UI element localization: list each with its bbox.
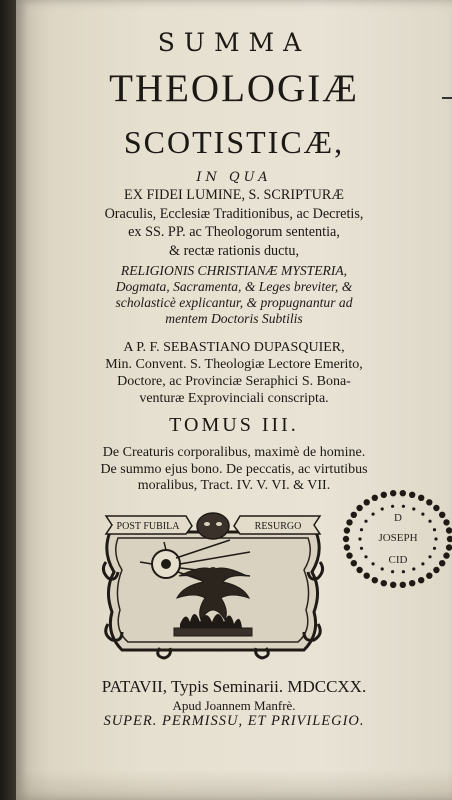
contents-line: De summo ejus bono. De peccatis, ac virtutibus	[100, 461, 368, 477]
stamp-dot	[346, 519, 352, 525]
stamp-dot	[364, 573, 370, 579]
author-line: A P. F. SEBASTIANO DUPASQUIER,	[123, 340, 345, 355]
subtitle-line: & rectæ rationis ductu,	[168, 242, 300, 259]
stamp-dot	[446, 527, 452, 533]
contents-line: De Creaturis corporalibus, maximè de homine.	[102, 445, 366, 460]
phoenix-fleuron-ornament	[100, 512, 326, 660]
mysteria-block	[16, 263, 452, 327]
stamp-dot	[351, 560, 357, 566]
stamp-text-line3: CID	[388, 554, 408, 566]
stamp-dot	[360, 547, 363, 550]
stamp-dot	[356, 505, 362, 511]
author-line: Min. Convent. S. Theologiæ Lectore Emerito,	[105, 357, 363, 372]
stamp-dot	[446, 544, 452, 550]
subtitle-line: ex SS. PP. ac Theologorum sententia,	[128, 224, 340, 240]
imprint-place-date: PATAVII, Typis Seminarii. MDCCXX.	[101, 677, 367, 696]
subtitle-line: EX FIDEI LUMINE, S. SCRIPTURÆ	[124, 187, 344, 203]
stamp-dot	[344, 527, 350, 533]
stamp-dot	[433, 528, 436, 531]
stamp-dot	[439, 512, 445, 518]
stamp-dot	[351, 512, 357, 518]
stamp-dot	[390, 582, 396, 588]
mysteria-line: Dogmata, Sacramenta, & Leges breviter, &	[115, 279, 353, 294]
stamp-dot	[443, 552, 449, 558]
title-in-qua: IN QUA	[196, 170, 272, 185]
stamp-dot	[364, 499, 370, 505]
ownership-stamp	[340, 487, 452, 591]
author-line: Doctore, ac Provinciæ Seraphici S. Bona-	[117, 374, 351, 389]
stamp-dot	[433, 505, 439, 511]
stamp-dot	[346, 552, 352, 558]
margin-mark	[442, 97, 452, 99]
stamp-dot	[364, 520, 367, 523]
stamp-dot	[428, 520, 431, 523]
fleuron-banner-left: POST FUBILA	[116, 521, 180, 532]
author-line: venturæ Exprovinciali conscripta.	[139, 391, 329, 406]
subtitle-block	[16, 186, 452, 260]
stamp-dot	[421, 513, 424, 516]
stamp-dot	[344, 544, 350, 550]
stamp-dot	[364, 555, 367, 558]
mysteria-line: scholasticè explicantur, & propugnantur ad	[115, 295, 353, 310]
stamp-dot	[381, 492, 387, 498]
mysteria-line: RELIGIONIS CHRISTIANÆ MYSTERIA,	[120, 263, 348, 278]
stamp-dot	[372, 513, 375, 516]
stamp-dot	[418, 495, 424, 501]
stamp-dot	[358, 537, 361, 540]
contents-line: moralibus, Tract. IV. V. VI. & VII.	[137, 478, 331, 493]
stamp-dot	[381, 507, 384, 510]
fleuron-banner-right: RESURGO	[254, 521, 302, 532]
stamp-dot	[400, 490, 406, 496]
stamp-dot	[356, 567, 362, 573]
stamp-dot	[400, 582, 406, 588]
stamp-dot	[390, 490, 396, 496]
imprint-printer: Apud Joannem Manfrè.	[172, 698, 296, 713]
title-summa: SUMMA	[157, 28, 311, 57]
stamp-dot	[372, 562, 375, 565]
imprint-privilege: SUPER. PERMISSU, ET PRIVILEGIO.	[103, 713, 365, 729]
stamp-dot	[381, 567, 384, 570]
title-page	[16, 0, 452, 800]
stamp-text-line1: D	[394, 512, 402, 524]
stamp-dot	[426, 499, 432, 505]
page-shadow	[16, 770, 452, 800]
stamp-dot	[439, 560, 445, 566]
stamp-dot	[433, 567, 439, 573]
stamp-dot	[412, 507, 415, 510]
stamp-dot	[428, 555, 431, 558]
stamp-dot	[433, 547, 436, 550]
stamp-dot	[372, 495, 378, 501]
stamp-dot	[412, 567, 415, 570]
stamp-dot	[421, 562, 424, 565]
title-theologiae: THEOLOGIÆ	[109, 67, 359, 110]
stamp-dot	[372, 577, 378, 583]
stamp-dot	[402, 505, 405, 508]
title-scotisticae: SCOTISTICÆ,	[123, 124, 345, 160]
stamp-dot	[426, 573, 432, 579]
stamp-dot	[381, 580, 387, 586]
stamp-dot	[434, 537, 437, 540]
stamp-dot	[391, 505, 394, 508]
subtitle-line: Oraculis, Ecclesiæ Traditionibus, ac Decretis,	[104, 205, 364, 222]
stamp-text-line2: JOSEPH	[378, 532, 418, 544]
stamp-dot	[418, 577, 424, 583]
author-block	[16, 339, 452, 407]
stamp-dot	[360, 528, 363, 531]
stamp-dot	[391, 570, 394, 573]
stamp-dot	[409, 580, 415, 586]
volume-label: TOMUS III.	[169, 414, 299, 436]
stamp-dot	[409, 492, 415, 498]
stamp-dot	[443, 519, 449, 525]
stamp-dot	[447, 536, 452, 542]
stamp-dot	[343, 536, 349, 542]
mysteria-line: mentem Doctoris Subtilis	[165, 311, 303, 326]
stamp-dot	[402, 570, 405, 573]
